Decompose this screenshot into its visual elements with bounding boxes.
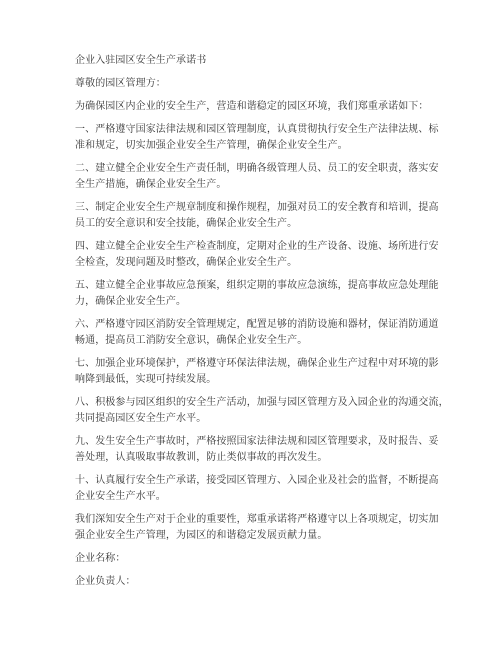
item-line: 七、加强企业环境保护，严格遵守环保法律法规，确保企业生产过程中对环境的影 (75, 358, 439, 369)
commitment-item-3 (75, 200, 439, 232)
item-line: 十、认真履行安全生产承诺，接受园区管理方、入园企业及社会的监督，不断提高 (75, 475, 439, 486)
closing-paragraph (75, 512, 439, 544)
item-line: 四、建立健全企业安全生产检查制度，定期对企业的生产设备、设施、场所进行安 (75, 241, 439, 252)
item-line: 一、严格遵守国家法律法规和园区管理制度，认真贯彻执行安全生产法律法规、标 (75, 124, 439, 135)
item-line: 全生产措施，确保企业安全生产。 (75, 179, 227, 190)
commitment-item-8 (75, 395, 449, 427)
intro-paragraph: 为确保园区内企业的安全生产，营造和谐稳定的园区环境，我们郑重承诺如下： (75, 101, 429, 112)
item-line: 力，确保企业安全生产。 (75, 296, 187, 307)
item-line: 九、发生安全生产事故时，严格按照国家法律法规和园区管理要求，及时报告、妥 (75, 436, 439, 447)
closing-line: 我们深知安全生产对于企业的重要性，郑重承诺将严格遵守以上各项规定，切实加 (75, 514, 439, 525)
item-line: 全检查，发现问题及时整改，确保企业安全生产。 (75, 257, 298, 268)
commitment-item-6 (75, 317, 439, 349)
company-head-label: 企业负责人： (75, 576, 136, 587)
commitment-item-1 (75, 122, 439, 154)
commitment-item-4 (75, 239, 439, 271)
item-line: 员工的安全意识和安全技能，确保企业安全生产。 (75, 218, 298, 229)
commitment-item-9 (75, 434, 439, 466)
commitment-item-7 (75, 356, 439, 388)
company-name-label: 企业名称： (75, 553, 126, 564)
commitment-item-5 (75, 278, 439, 310)
commitment-item-2 (75, 161, 439, 193)
item-line: 八、积极参与园区组织的安全生产活动，加强与园区管理方及入园企业的沟通交流， (75, 397, 449, 408)
item-line: 准和规定，切实加强企业安全生产管理，确保企业安全生产。 (75, 140, 348, 151)
item-line: 五、建立健全企业事故应急预案，组织定期的事故应急演练，提高事故应急处理能 (75, 280, 439, 291)
item-line: 二、建立健全企业安全生产责任制，明确各级管理人员、员工的安全职责，落实安 (75, 163, 439, 174)
item-line: 善处理，认真吸取事故教训，防止类似事故的再次发生。 (75, 452, 328, 463)
closing-line: 强企业安全生产管理，为园区的和谐稳定发展贡献力量。 (75, 530, 328, 541)
commitment-item-10 (75, 473, 439, 505)
item-line: 响降到最低，实现可持续发展。 (75, 374, 217, 385)
commitment-letter (75, 53, 449, 597)
document-title: 企业入驻园区安全生产承诺书 (75, 55, 207, 66)
item-line: 企业安全生产水平。 (75, 491, 166, 502)
item-line: 共同提高园区安全生产水平。 (75, 413, 207, 424)
salutation: 尊敬的园区管理方： (75, 78, 166, 89)
item-line: 三、制定企业安全生产规章制度和操作规程，加强对员工的安全教育和培训，提高 (75, 202, 439, 213)
item-line: 畅通，提高员工消防安全意识，确保企业安全生产。 (75, 335, 308, 346)
item-line: 六、严格遵守园区消防安全管理规定，配置足够的消防设施和器材，保证消防通道 (75, 319, 439, 330)
